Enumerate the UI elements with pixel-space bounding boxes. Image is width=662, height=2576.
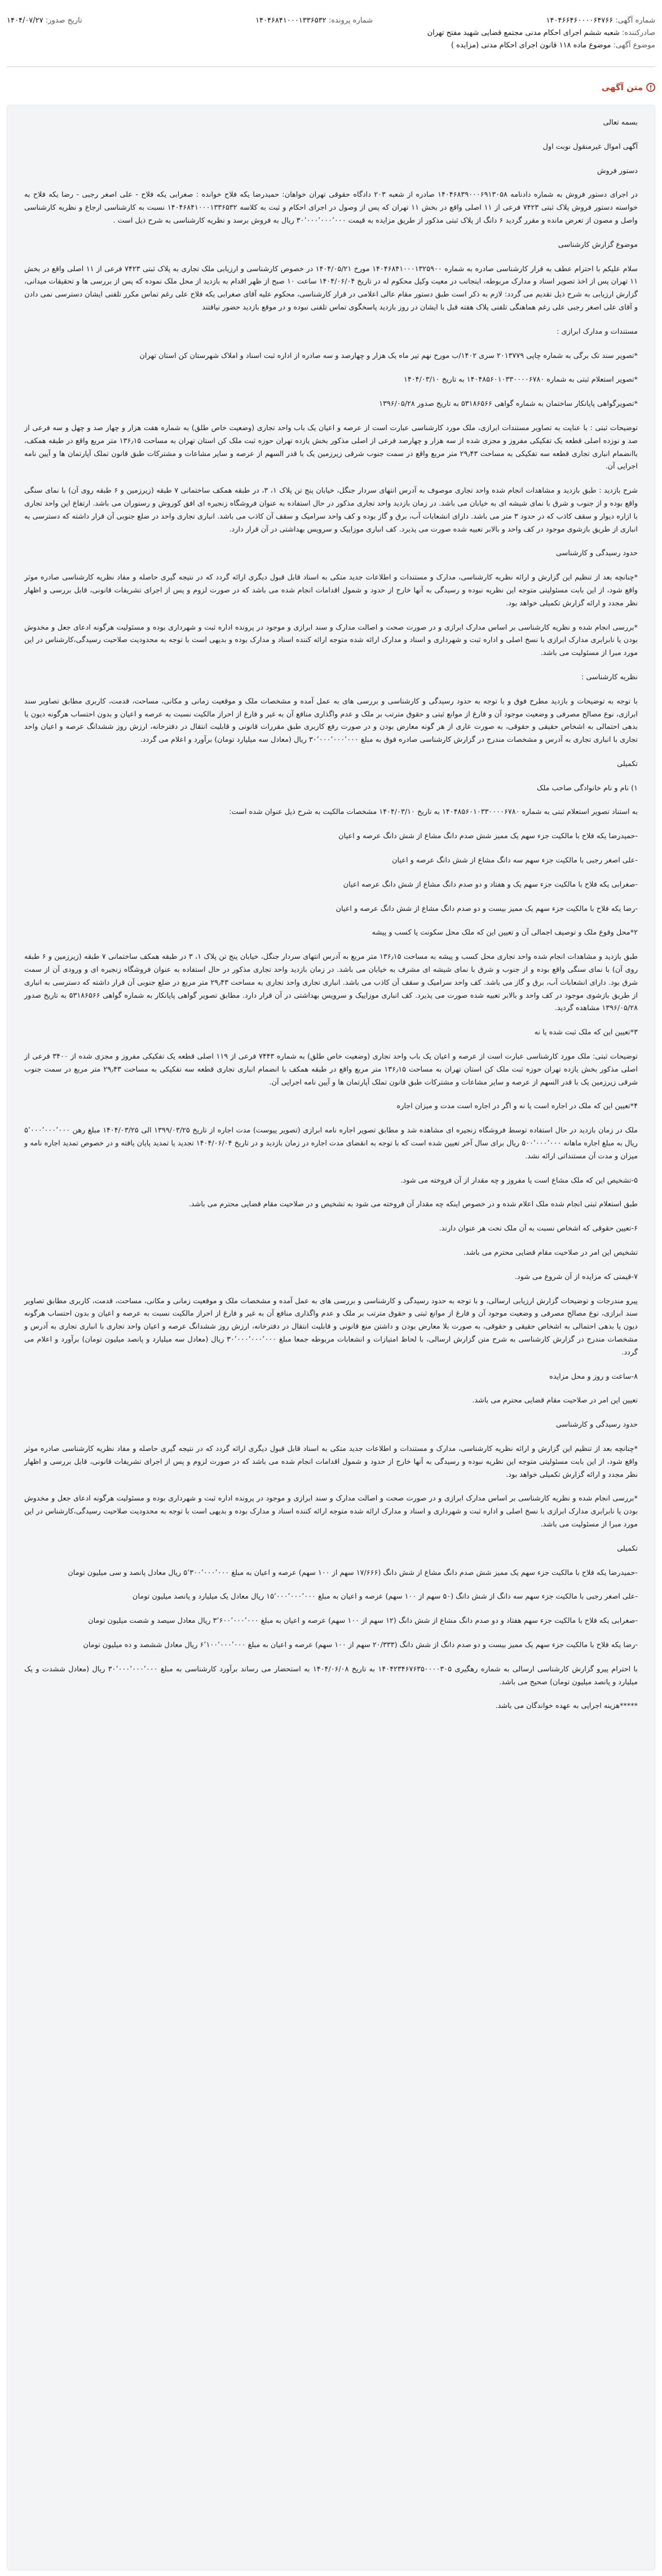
subject-label: موضوع آگهی: — [613, 41, 655, 50]
notice-paragraph: *چنانچه بعد از تنظیم این گزارش و ارائه نظریه کارشناسی، مدارک و مستندات و اطلاعات جدید متکی به اسناد قابل قبول دیگری ارائه گردد که در نتیجه گیری حاصله و مفاد نظریه کارشناسی صادره موثر واقع شود، از این بابت مسئولیتی متوجه این نظریه نبوده و رسیدگی به آنها خارج از حدود و شمول اقدامات انجام شده می باشد که در صورت لزوم و پس از اجرای تشریفات قانونی، قابل بررسی و اظهار نظر مجدد و ارائه گزارش تکمیلی خواهد بود. — [24, 573, 638, 608]
notice-paragraph: ۱) نام و نام خانوادگی صاحب ملک — [536, 784, 638, 793]
subject-value: موضوع ماده ۱۱۸ قانون اجرای احکام مدنی (مزایده ) — [451, 41, 611, 50]
notice-paragraph: با توجه به توضیحات و بازدید مطرح فوق و با توجه به حدود رسیدگی و کارشناسی و بررسی های به عمل آمده و مشخصات ملک و موقعیت زمانی و مکانی، مساحت، قدمت، کاربری مطابق تصاویر سند ابرازی، نوع مصالح مصرفی و وضعیت موجود آن و فارغ از موانع ثبتی و حقوق مترتب بر ملک و عدم واگذاری منافع آن به غیر و فارغ از احراز مالکیت نسبت به عرصه و اعیان و بدون احتساب هرگونه دیون یا بدهی احتمالی به اشخاص حقیقی و حقوقی، به صورت عاری از هر گونه معارض بودن و در صورت رفع کاربری طبق مقررات قانونی و قابلیت انتقال در دفترخانه، ارزش روز ششدانگ عرصه و اعیان واحد تجاری با انباری تجاری به آدرس و مشخصات مندرج در گزارش کارشناسی صادره فوق به مبلغ ۳۰٬۰۰۰٬۰۰۰٬۰۰۰ ریال (معادل سه میلیارد تومان) برآورد و اعلام می گردد. — [24, 697, 638, 745]
notice-paragraph: *تصویر استعلام ثبتی به شماره ۱۴۰۴۸۵۶۰۱۰۳۳۰۰۰۰۶۷۸۰ به تاریخ ۱۴۰۴/۰۳/۱۰ — [404, 375, 638, 384]
notice-paragraph: حدود رسیدگی و کارشناسی — [555, 549, 638, 558]
notice-paragraph: *چنانچه بعد از تنظیم این گزارش و ارائه نظریه کارشناسی، مدارک و مستندات و اطلاعات جدید متکی به اسناد قابل قبول دیگری ارائه گردد که در نتیجه گیری حاصله و مفاد نظریه کارشناسی صادره موثر واقع شود، از این بابت مسئولیتی متوجه این نظریه نبوده و رسیدگی به آنها خارج از حدود و شمول اقدامات انجام شده می باشد که در صورت لزوم و پس از اجرای تشریفات قانونی، قابل بررسی و اظهار نظر مجدد و ارائه گزارش تکمیلی خواهد بود. — [24, 1444, 638, 1479]
issue-date — [7, 15, 82, 27]
issue-date-label: تاریخ صدور: — [45, 16, 82, 25]
notice-paragraph: *تصویرگواهی پایانکار ساختمان به شماره گواهی ۵۳۱۸۶۵۶۶ به تاریخ صدور ۱۳۹۶/۰۵/۲۸ — [379, 400, 638, 409]
notice-paragraph: -رضا یکه فلاح با مالکیت جزء سهم یک ممیز بیست و دو صدم دانگ مشاع از شش دانگ عرصه و اعیان — [336, 904, 638, 913]
notice-paragraph: سلام علیکم با احترام عطف به قرار کارشناسی صادره به شماره ۱۴۰۴۶۸۴۱۰۰۰۱۳۲۵۹۰۰ مورخ ۱۴۰۴/۰۵/۲۱ در خصوص کارشناسی و ارزیابی ملک تجاری به پلاک ثبتی ۷۴۲۳ فرعی از ۱۱ اصلی واقع در بخش ۱۱ تهران پس از اخذ تصویر اسناد و مدارک مربوطه، اینجانب در معیت وکیل محکوم له در تاریخ ۱۴۰۴/۰۶/۰۴ ساعت ۱۰ صبح از ظهر اقدام به بازدید از محل ملک نموده که پس از بررسی ها و تحقیقات میدانی، گزارش ارزیابی به شرح ذیل تقدیم می گردد: لازم به ذکر است طبق دستور مقام عالی اعلامی در قرار کارشناسی، محکوم علیه آقای صغرابی یکه فلاح علی رغم تماس مکرر تلفنی ایشان دسترسی نمی دادن و آقای علی اصغر رجبی علی رغم هماهنگی تلفنی پلاک هفته قبل با ایشان در روز بازدید پاسخگوی تماس تلفنی نبوده و در موقع بازدید حضور نیافتند — [24, 264, 638, 312]
notice-paragraph: ۸-ساعت و روز و محل مزایده — [549, 1372, 638, 1381]
notice-paragraph: تعیین این امر در صلاحیت مقام قضایی محترم می باشد. — [472, 1396, 638, 1405]
notice-paragraph: حدود رسیدگی و کارشناسی — [555, 1420, 638, 1429]
issuer — [7, 27, 655, 39]
notice-paragraph: -رضا یکه فلاح با مالکیت جزء سهم یک ممیز بیست و دو صدم دانگ از شش دانگ (۲۰/۳۳۳ سهم از ۱۰۰ سهم) عرصه و اعیان به مبلغ ۶٬۱۰۰٬۰۰۰٬۰۰۰ ریال معادل ششصد و ده میلیون تومان — [83, 1640, 638, 1649]
notice-paragraph: تکمیلی — [617, 1544, 638, 1553]
notice-paragraph: با احترام پیرو گزارش کارشناسی ارسالی به شماره رهگیری ۱۴۰۴۲۳۴۶۷۶۳۵۰۰۰۰۳۰۵ به تاریخ ۱۴۰۴/۰۶/۰۸ به استحضار می رساند برآورد کارشناسی به مبلغ ۳۰٬۰۰۰٬۰۰۰٬۰۰۰ ریال (معادل ششدت و یک میلیارد و پانصد میلیون تومان) صحیح می باشد. — [24, 1665, 638, 1687]
notice-paragraph: -حمیدرضا یکه فلاح با مالکیت جزء سهم یک ممیز شش صدم دانگ مشاع از شش دانگ عرصه و اعیان — [338, 832, 638, 841]
header-row-ids — [7, 15, 655, 27]
case-number-value: ۱۴۰۴۶۸۴۱۰۰۰۱۳۳۶۵۳۲ — [255, 16, 326, 25]
notice-paragraph: *تصویر سند تک برگی به شماره چاپی ۲۰۱۳۷۷۹ سری ۱۴۰۲/ب مورخ نهم تیر ماه یک هزار و چهارصد و سه صادره از اداره ثبت اسناد و املاک شهرستان کن استان تهران — [139, 351, 638, 360]
notice-paragraph: تکمیلی — [617, 759, 638, 768]
notice-paragraph: تشخیص این امر در صلاحیت مقام قضایی محترم می باشد. — [463, 1249, 638, 1258]
notice-paragraph: توضیحات ثبتی: ملک مورد کارشناسی عبارت است از عرصه و اعیان یک باب واحد تجاری (وضعیت خاص طلق) به شماره ۷۴۴۳ فرعی از ۱۱۹ اصلی قطعه یک تفکیکی مفروز و مجزی شده از ۳۴۰۰ فرعی از اصلی مذکور بخش یازده تهران حوزه ثبت ملک کن استان تهران به مساحت ۱۳۶٫۱۵ متر مربع واقع در طبقه همکف با انضمام انباری تجاری قطعه سه تفکیکی به مساحت ۲۹٫۴۳ متر مربع در سمت جنوب شرقی زیرزمین یک با قدر السهم از عرصه و سایر مشاعات و مشترکات طبق قانون تملک آپارتمان ها و آیین نامه اجرایی آن. — [24, 1052, 638, 1087]
notice-number-label: شماره آگهی: — [615, 16, 655, 25]
notice-paragraph: *بررسی انجام شده و نظریه کارشناسی بر اساس مدارک ابرازی و در صورت صحت و اصالت مدارک و سند ابرازی و موجود در پرونده اداره ثبت و شهرداری بوده و مسئولیت هرگونه ادعای جعل و مخدوش بودن یا نابرابری مدارک ابرازی با نسخ اصلی و اداره ثبت و شهرداری و اسناد و مدارک ارائه شده متوجه ارائه کننده اسناد و مدارک بوده و بدیهی است با توجه به محدودیت صلاحیت رسیدگی،کارشناس در این مورد مبرا از مسئولیت می باشد. — [24, 1494, 638, 1529]
notice-paragraph: -حمیدرضا یکه فلاح با مالکیت جزء سهم یک ممیز شش صدم دانگ مشاع از شش دانگ (۱۷/۶۶۶ سهم از ۱۰۰ سهم) عرصه و اعیان به مبلغ ۵٬۳۰۰٬۰۰۰٬۰۰۰ ریال معادل پانصد و سی میلیون تومان — [68, 1568, 638, 1577]
notice-paragraph: موضوع گزارش کارشناسی — [558, 240, 638, 249]
notice-body — [7, 105, 655, 2570]
notice-paragraph: *بررسی انجام شده و نظریه کارشناسی بر اساس مدارک ابرازی و در صورت صحت و اصالت مدارک و سند ابرازی و موجود در پرونده اداره ثبت و شهرداری بوده و مسئولیت هرگونه ادعای جعل و مخدوش بودن یا نابرابری مدارک ابرازی با نسخ اصلی و اداره ثبت و شهرداری و اسناد و مدارک ارائه شده متوجه ارائه کننده اسناد و مدارک بوده و بدیهی است با توجه به محدودیت صلاحیت رسیدگی،کارشناس در این مورد مبرا از مسئولیت می باشد. — [24, 623, 638, 658]
notice-paragraph: -علی اصغر رجبی با مالکیت جزء سهم سه دانگ از شش دانگ (۵۰ سهم از ۱۰۰ سهم) عرصه و اعیان به مبلغ ۱۵٬۰۰۰٬۰۰۰٬۰۰۰ ریال معادل یک میلیارد و پانصد میلیون تومان — [132, 1592, 638, 1601]
section-title — [602, 82, 655, 92]
notice-paragraph: -علی اصغر رجبی با مالکیت جزء سهم سه دانگ مشاع از شش دانگ عرصه و اعیان — [392, 856, 638, 865]
notice-paragraph: پیرو مندرجات و توضیحات گزارش ارزیابی ارسالی، و با توجه به حدود رسیدگی و کارشناسی و بررسی های به عمل آمده و مشخصات ملک و موقعیت زمانی و مکانی، مساحت، قدمت، کاربری مطابق تصاویر سند ابرازی، نوع مصالح مصرفی و وضعیت موجود آن و فارغ از موانع ثبتی و حقوق مترتب بر ملک و عدم واگذاری منافع آن به غیر و فارغ از احراز مالکیت نسبت به عرصه و اعیان و بدون احتساب هرگونه دیون یا بدهی احتمالی به اشخاص حقیقی و حقوقی، به صورت بلا معارض بودن و داشتن منع قانونی و قابلیت انتقال در دفترخانه، ارزش روز ششدانگ عرصه و اعیان واحد تجاری با انباری تجاری به آدرس و مشخصات مندرج در گزارش کارشناسی به شرح متن گزارش ارسالی، با لحاظ امتیازات و انشعابات مربوطه جمعا مبلغ ۳۰٬۰۰۰٬۰۰۰٬۰۰۰ ریال (معادل سه میلیارد و پانصد میلیون تومان) برآورد و اعلام می گردد. — [24, 1296, 638, 1357]
notice-paragraph: ۴*تعیین این که ملک در اجاره است یا نه و اگر در اجاره است مدت و میزان اجاره — [396, 1102, 638, 1111]
notice-paragraph: طبق بازدید و مشاهدات انجام شده واحد تجاری محل کسب و پیشه به مساحت ۱۳۶٫۱۵ متر مربع به آدرس انتهای سردار جنگل، خیابان پنج تن پلاک ۱، ۳ در طبقه همکف ساختمانی ۷ طبقه (زیرزمین و ۶ طبقه روی آن) با نمای سنگی واقع بوده و از جنوب و شرق با نمای شیشه ای مشرف به خیابان می باشد. در زمان بازدید واحد تجاری مذکور در حال استفاده به عنوان فروشگاه زنجیره ای و ورودی آن از سمت شرق بود. دارای انشعابات آب، برق و گاز می باشد. کف واحد سرامیک و سقف آن کاذب می باشد. انباری تجاری واحد تجاری به مساحت ۲۹٫۴۳ متر مربع در ضلع جنوبی آن قرار داشته که دسترسی به انباری از طریق بازشوی موجود در کف واحد و بالابر تعبیه شده صورت می پذیرد. کف انباری موزاییک و سرویس بهداشتی در آن قرار دارد. مطابق تصویر گواهی پایانکار به شماره گواهی ۵۳۱۸۶۵۶۶ به تاریخ صدور ۱۳۹۶/۰۵/۲۸ مشاهده گردید. — [24, 953, 638, 1013]
notice-paragraph: نظریه کارشناسی : — [581, 672, 638, 681]
notice-paragraph: بسمه تعالی — [603, 118, 638, 127]
issuer-value: شعبه ششم اجرای احکام مدنی مجتمع قضایی شهید مفتح تهران — [427, 29, 620, 37]
notice-paragraph: طبق استعلام ثبتی انجام شده ملک اعلام شده و در خصوص اینکه چه مقدار آن فروخته می شود به تشخیص و در صلاحیت مقام قضایی محترم می باشد. — [188, 1200, 638, 1209]
notice-paragraph: ۲*محل وقوع ملک و توصیف اجمالی آن و تعیین این که ملک محل سکونت یا کسب و پیشه — [372, 928, 638, 937]
issuer-label: صادرکننده: — [621, 29, 655, 37]
case-number-label: شماره پرونده: — [328, 16, 373, 25]
notice-paragraph: در اجرای دستور فروش به شماره دادنامه ۱۴۰۴۶۸۳۹۰۰۰۶۹۱۳۰۵۸ صادره از شعبه ۲۰۳ دادگاه حقوقی تهران خواهان: حمیدرضا یکه فلاح خوانده : صغرابی یکه فلاح - علی اصغر رجبی - رضا یکه فلاح به خواسته دستور فروش پلاک ثبتی ۷۴۲۳ فرعی از ۱۱ اصلی واقع در بخش ۱۱ تهران که پس از وصول در اجرای احکام و ثبت به کلاسه ۱۴۰۴۶۸۴۱۰۰۰۱۳۳۶۵۳۲ نسبت به کارشناسی ارجاع و نظریه کارشناسی واصل و مصون از تعرض مانده و مقرر گردید ۶ دانگ از پلاک ثبتی مذکور از طریق مزایده به قیمت ۳۰٬۰۰۰٬۰۰۰٬۰۰۰ ریال به فروش برسد و نظریه کارشناسی به شرح ذیل است . — [24, 191, 638, 225]
notice-paragraph: ۶-تعیین حقوقی که اشخاص نسبت به آن ملک تحت هر عنوان دارند. — [439, 1224, 638, 1233]
section-title-text: متن آگهی — [601, 82, 643, 92]
info-icon: ! — [646, 83, 655, 92]
issue-date-value: ۱۴۰۴/۰۷/۲۷ — [7, 16, 43, 25]
notice-paragraph: آگهی اموال غیرمنقول نوبت اول — [542, 142, 638, 151]
notice-paragraph: ۷-قیمتی که مزایده از آن شروع می شود. — [514, 1272, 638, 1281]
subject — [7, 39, 655, 52]
notice-paragraph: به استناد تصویر استعلام ثبتی به شماره ۱۴۰۴۸۵۶۰۱۰۳۳۰۰۰۰۶۷۸۰ به تاریخ ۱۴۰۴/۰۳/۱۰ مشخصات مالکیت به شرح ذیل عنوان شده است: — [229, 808, 638, 817]
notice-text — [7, 105, 655, 1730]
notice-paragraph: توضیحات ثبتی : با عنایت به تصاویر مستندات ابرازی، ملک مورد کارشناسی عبارت است از عرصه و اعیان یک باب واحد تجاری (وضعیت خاص طلق) به شماره هفت هزار و چهار صد و چهل و سه فرعی از صد و نوزده اصلی قطعه یک تفکیکی مفروز و مجزی شده از سه هزار و چهارصد فرعی از اصلی مذکور بخش یازده تهران حوزه ثبت ملک کن استان تهران به مساحت ۱۳۶٫۱۵ متر مربع واقع در طبقه همکف، باانضمام انباری تجاری قطعه سه تفکیکی به مساحت ۲۹٫۴۳ متر مربع واقع در سمت جنوب شرقی زیرزمین یک با قدر السهم از عرصه و سایر مشاعات و مشترکات طبق قانون تملک آپارتمان ها و آیین نامه اجرایی آن. — [24, 423, 638, 471]
notice-paragraph: شرح بازدید : طبق بازدید و مشاهدات انجام شده واحد تجاری موصوف به آدرس انتهای سردار جنگل، خیابان پنج تن پلاک ۱، ۳، در طبقه همکف ساختمانی ۷ طبقه (زیرزمین و ۶ طبقه روی آن) با نمای سنگی واقع بوده و از جنوب و شرق با نمای شیشه ای به خیابان می باشد. در زمان بازدید واحد تجاری مذکور در حال استفاده به عنوان فروشگاه زنجیره ای افق کوروش و رستوران می باشد. ارتفاع این واحد تجاری با ازاره دیوار و سقف کاذب که در حدود ۳ متر می باشد. دارای انشعابات آب، برق و گاز بوده و کف واحد سرامیک و سقف آن کاذب می باشد. انباری تجاری واحد در ضلع جنوبی آن قرار داشته که دسترسی به انباری از طریق بازشوی موجود در کف واحد و بالابر تعبیه شده صورت می پذیرد. کف انباری موزاییک و سرویس بهداشتی در آن قرار دارد. — [24, 486, 638, 534]
notice-number — [546, 15, 655, 27]
notice-paragraph: مستندات و مدارک ابرازی : — [557, 327, 638, 336]
notice-header — [7, 15, 655, 59]
notice-paragraph: -صغرابی یکه فلاح با مالکیت جزء سهم یک و هفتاد و دو صدم دانگ مشاع از شش دانگ عرصه اعیان — [343, 880, 638, 889]
notice-paragraph: دستور فروش — [597, 166, 638, 175]
notice-paragraph: -صغرابی یکه فلاح با مالکیت جزء سهم هفتاد و دو صدم دانگ مشاع از شش دانگ (۱۲ سهم از ۱۰۰ سهم) عرصه و اعیان به مبلغ ۳٬۶۰۰٬۰۰۰٬۰۰۰ ریال معادل سیصد و شصت میلیون تومان — [88, 1617, 638, 1626]
notice-paragraph: ملک در زمان بازدید در حال استفاده توسط فروشگاه زنجیره ای مشاهده شد و مطابق تصویر اجاره نامه ابرازی (تصویر پیوست) مدت اجاره از تاریخ ۱۳۹۹/۰۳/۲۵ الی ۱۴۰۴/۰۳/۲۵ مبلغ رهن ۵٬۰۰۰٬۰۰۰٬۰۰۰ ریال به مبلغ اجاره ماهانه ۵۰۰٬۰۰۰٬۰۰۰ ریال برای سال آخر تعیین شده است که با توجه به انقضای مدت اجاره در زمان بازدید و در تاریخ ۱۴۰۴/۰۶/۰۴ تجدید یا تمدید پایان یافته و در خصوص تمدید اجاره نامه و میزان و مدت آن مستنداتی ارائه نشد. — [24, 1126, 638, 1161]
notice-paragraph: *****هزینه اجرایی به عهده خواندگان می باشد. — [495, 1702, 638, 1711]
notice-paragraph: ۵-تشخیص این که ملک مشاع است یا مفروز و چه مقدار از آن فروخته می شود. — [400, 1176, 638, 1185]
notice-number-value: ۱۴۰۴۶۶۴۶۰۰۰۰۶۴۷۶۶ — [546, 16, 614, 25]
notice-paragraph: ۳*تعیین این که ملک ثبت شده یا نه — [534, 1028, 638, 1037]
case-number — [255, 15, 373, 27]
